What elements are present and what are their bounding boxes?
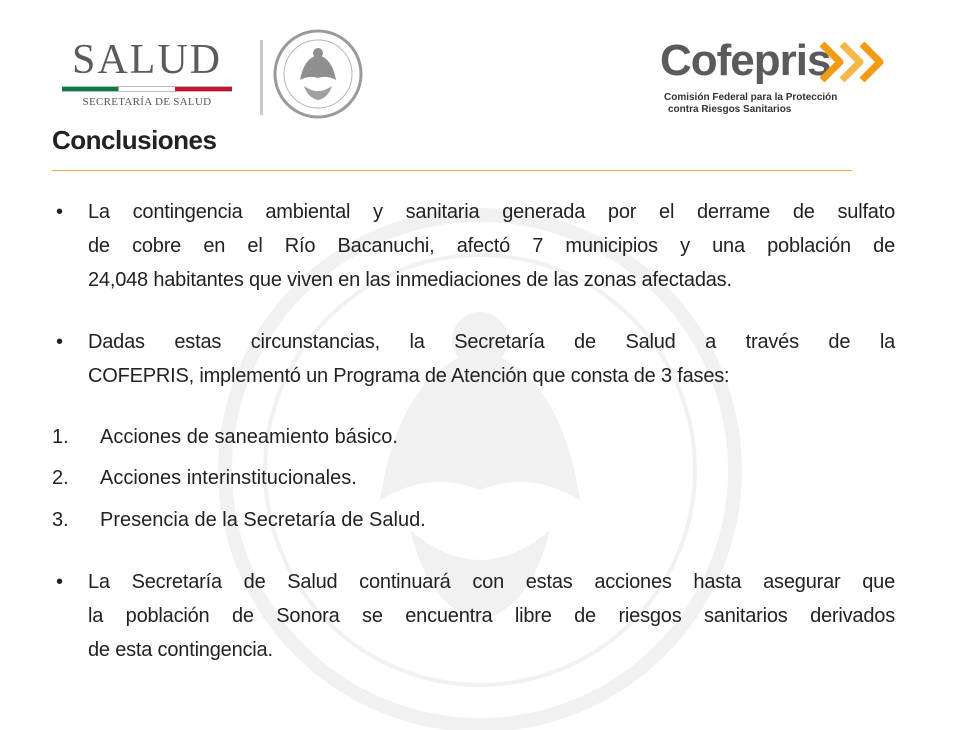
bullet-marker: •: [56, 331, 64, 353]
cofepris-arrows-icon: [820, 42, 888, 82]
cofepris-subtitle-line2: contra Riesgos Sanitarios: [668, 104, 792, 115]
cofepris-subtitle-line1: Comisión Federal para la Protección: [664, 92, 838, 103]
bullet-3-line-2: la población de Sonora se encuentra libre de riesgos sanitarios derivados: [88, 605, 895, 627]
cofepris-logo: [660, 38, 900, 120]
estados-unidos-mexicanos-seal-icon: [272, 28, 364, 120]
cofepris-logo-subtitle: [664, 92, 837, 116]
bullet-marker: •: [56, 571, 64, 593]
phase-1-number: 1.: [52, 426, 69, 448]
bullet-2-text: [88, 325, 895, 393]
bullet-3-line-3: de esta contingencia.: [88, 639, 273, 661]
bullet-3-text: [88, 565, 895, 667]
bullet-3-line-1: La Secretaría de Salud continuará con estas acciones hasta asegurar que: [88, 571, 895, 593]
phase-2-text: Acciones interinstitucionales.: [100, 467, 357, 489]
phase-2-number: 2.: [52, 467, 69, 489]
bullet-1-text: [88, 195, 895, 297]
phase-3-number: 3.: [52, 509, 69, 531]
bullet-1-line-2: de cobre en el Río Bacanuchi, afectó 7 municipios y una población de: [88, 235, 895, 257]
bullet-2-line-1: Dadas estas circunstancias, la Secretaría de Salud a través de la: [88, 331, 895, 353]
title-underline: [52, 170, 852, 171]
salud-logo-subtitle: SECRETARÍA DE SALUD: [82, 96, 212, 108]
bullet-marker: •: [56, 201, 64, 223]
salud-logo-stripe: [62, 86, 232, 92]
phase-1-text: Acciones de saneamiento básico.: [100, 426, 398, 448]
logo-divider: [260, 40, 263, 115]
salud-logo-word: SALUD: [71, 37, 222, 83]
salud-logo: [62, 38, 242, 118]
cofepris-logo-word: Cofepris: [660, 36, 831, 85]
bullet-2-line-2: COFEPRIS, implementó un Programa de Atención que consta de 3 fases:: [88, 365, 730, 387]
slide-title: Conclusiones: [52, 125, 217, 155]
bullet-1-line-3: 24,048 habitantes que viven en las inmediaciones de las zonas afectadas.: [88, 269, 732, 291]
bullet-1-line-1: La contingencia ambiental y sanitaria generada por el derrame de sulfato: [88, 201, 895, 223]
phase-3-text: Presencia de la Secretaría de Salud.: [100, 509, 426, 531]
